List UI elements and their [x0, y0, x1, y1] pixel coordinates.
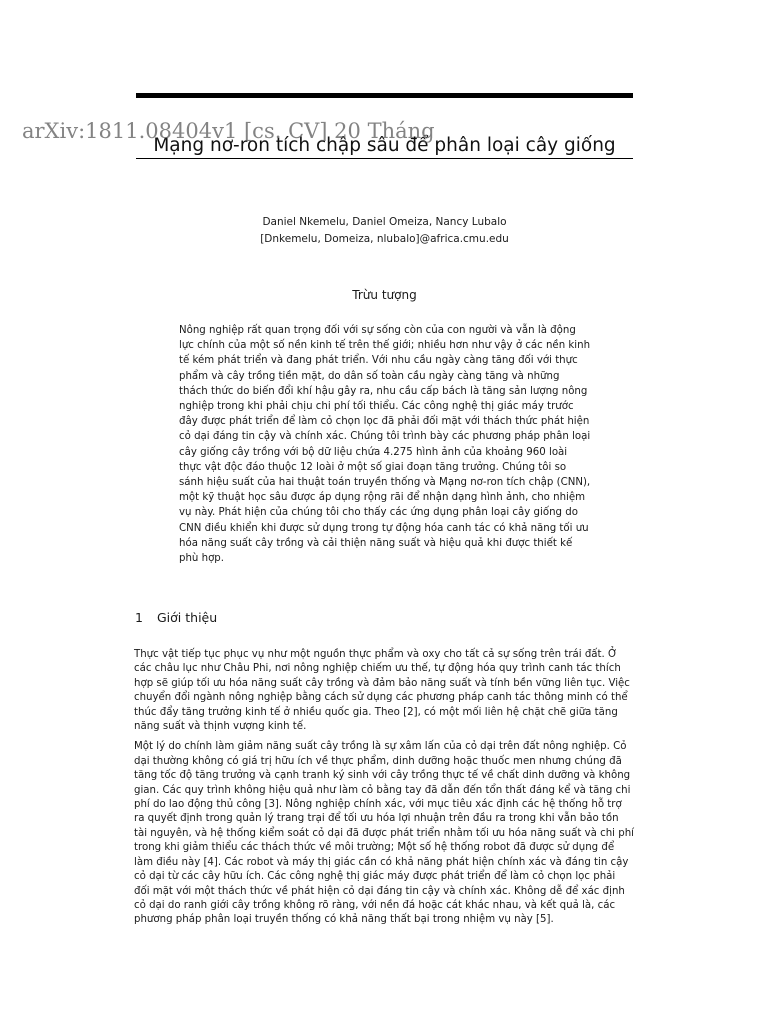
abstract-text: Nông nghiệp rất quan trọng đối với sự sống còn của con người và vẫn là động lực chính của một số nền kinh tế trên thế giới; nhiều hơn như vậy ở các nền kinh tế kém phát triển và đang phát triển. Với nhu cầu ngày càng tăng đối với thực phẩm và cây trồng tiền mặt, do dân số toàn cầu ngày càng tăng và những thách thức do biến đổi khí hậu gây ra, nhu cầu cấp bách là tăng sản lượng nông nghiệp trong khi phải chịu chi phí tối thiểu. Các công nghệ thị giác máy trước đây được phát triển để làm cỏ chọn lọc đã phải đối mặt với thách thức phát hiện cỏ dại đáng tin cậy và chính xác. Chúng tôi trình bày các phương pháp phân loại cây giống cây trồng với bộ dữ liệu chứa 4.275 hình ảnh của khoảng 960 loài thực vật độc đáo thuộc 12 loài ở một số giai đoạn tăng trưởng. Chúng tôi so sánh hiệu suất của hai thuật toán truyền thống và Mạng nơ-ron tích chập (CNN), một kỹ thuật học sâu được áp dụng rộng rãi để nhận dạng hình ảnh, cho nhiệm vụ này. Phát hiện của chúng tôi cho thấy các ứng dụng phân loại cây giống do CNN điều khiển khi được sử dụng trong tự động hóa canh tác có khả năng tối ưu hóa năng suất cây trồng và cải thiện năng suất và hiệu quả khi được thiết kế phù hợp. — [179, 325, 591, 565]
author-emails: [Dnkemelu, Domeiza, nlubalo]@africa.cmu.edu — [260, 233, 509, 245]
paper-title: Mạng nơ-ron tích chập sâu để phân loại cây giống — [153, 135, 616, 156]
author-names: Daniel Nkemelu, Daniel Omeiza, Nancy Lubalo — [262, 216, 507, 228]
top-rule — [136, 93, 633, 98]
section-title: Giới thiệu — [157, 610, 218, 625]
section-heading — [135, 609, 435, 627]
section-number: 1 — [135, 610, 143, 625]
section-body — [134, 648, 634, 934]
body-paragraph: Thực vật tiếp tục phục vụ như một nguồn thực phẩm và oxy cho tất cả sự sống trên trái đất. Ở các châu lục như Châu Phi, nơi nông nghiệp chiếm ưu thế, tự động hóa quy trình canh tác thích hợp sẽ giúp tối ưu hóa năng suất cây trồng và đảm bảo năng suất và tính bền vững liên tục. Việc chuyển đổi ngành nông nghiệp bằng cách sử dụng các phương pháp canh tác thông minh có thể thúc đẩy tăng trưởng kinh tế ở nhiều quốc gia. Theo [2], có một mối liên hệ chặt chẽ giữa tăng năng suất và thịnh vượng kinh tế. — [134, 649, 630, 733]
abstract-heading: Trừu tượng — [352, 288, 417, 302]
author-block — [136, 214, 633, 248]
body-paragraph: Một lý do chính làm giảm năng suất cây trồng là sự xâm lấn của cỏ dại trên đất nông nghiệp. Cỏ dại thường không có giá trị hữu ích về thực phẩm, dinh dưỡng hoặc thuốc men nhưng chúng đã tăng tốc độ tăng trưởng và cạnh tranh ký sinh với cây trồng thực tế về chất dinh dưỡng và không gian. Các quy trình không hiệu quả như làm cỏ bằng tay đã dẫn đến tổn thất đáng kể và tăng chi phí do lao động thủ công [3]. Nông nghiệp chính xác, với mục tiêu xác định các hệ thống hỗ trợ ra quyết định trong quản lý trang trại để tối ưu hóa lợi nhuận trên đầu ra trong khi vẫn bảo tồn tài nguyên, và hệ thống kiểm soát cỏ dại đã được phát triển nhằm tối ưu hóa năng suất và chi phí trong khi giảm thiểu các thách thức về môi trường; Một số hệ thống robot đã được sử dụng để làm điều này [4]. Các robot và máy thị giác cần có khả năng phát hiện chính xác và đáng tin cậy cỏ dại từ các cây hữu ích. Các công nghệ thị giác máy được phát triển để làm cỏ chọn lọc phải đối mặt với một thách thức về phát hiện cỏ dại đáng tin cậy và chính xác. Không dễ để xác định cỏ dại do ranh giới cây trồng không rõ ràng, với nền đá hoặc cát khác nhau, và kết quả là, các phương pháp phân loại truyền thống có khả năng thất bại trong nhiệm vụ này [5]. — [134, 741, 635, 926]
arxiv-stamp: arXiv:1811.08404v1 [cs. CV] 20 Tháng — [22, 119, 435, 143]
title-rule — [136, 158, 633, 159]
